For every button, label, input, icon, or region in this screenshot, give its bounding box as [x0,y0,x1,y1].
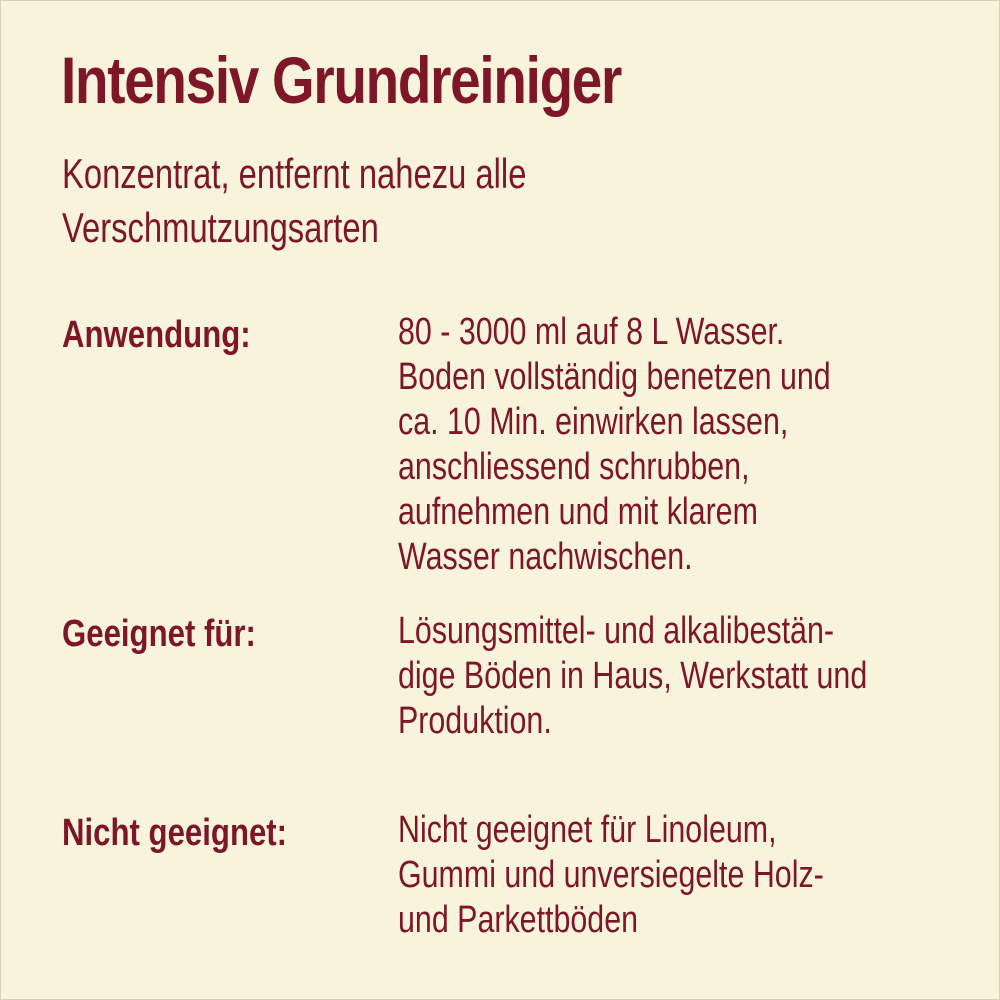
product-title: Intensiv Grundreiniger [61,43,622,117]
usage-line: anschliessend schrubben, [398,446,750,488]
suitable-line: Lösungsmittel- und alkalibestän- [398,610,834,652]
subtitle-line: Verschmutzungsarten [62,204,379,251]
suitable-text [398,609,867,744]
usage-line: aufnehmen und mit klarem [398,491,758,533]
subtitle-line: Konzentrat, entfernt nahezu alle [62,150,527,197]
usage-line: Boden vollständig benetzen und [398,356,831,398]
usage-text [398,310,831,580]
usage-line: Wasser nachwischen. [398,536,693,578]
not-suitable-line: Nicht geeignet für Linoleum, [398,809,777,851]
product-subtitle [62,147,526,255]
not-suitable-line: Gummi und unversiegelte Holz- [398,854,824,896]
not-suitable-text [398,808,824,943]
usage-label: Anwendung: [62,314,251,356]
suitable-line: Produktion. [398,700,552,742]
not-suitable-label: Nicht geeignet: [62,812,288,854]
usage-line: 80 - 3000 ml auf 8 L Wasser. [398,311,785,353]
suitable-label: Geeignet für: [62,613,256,655]
suitable-line: dige Böden in Haus, Werkstatt und [398,655,868,697]
usage-line: ca. 10 Min. einwirken lassen, [398,401,789,443]
not-suitable-line: und Parkettböden [398,899,639,941]
